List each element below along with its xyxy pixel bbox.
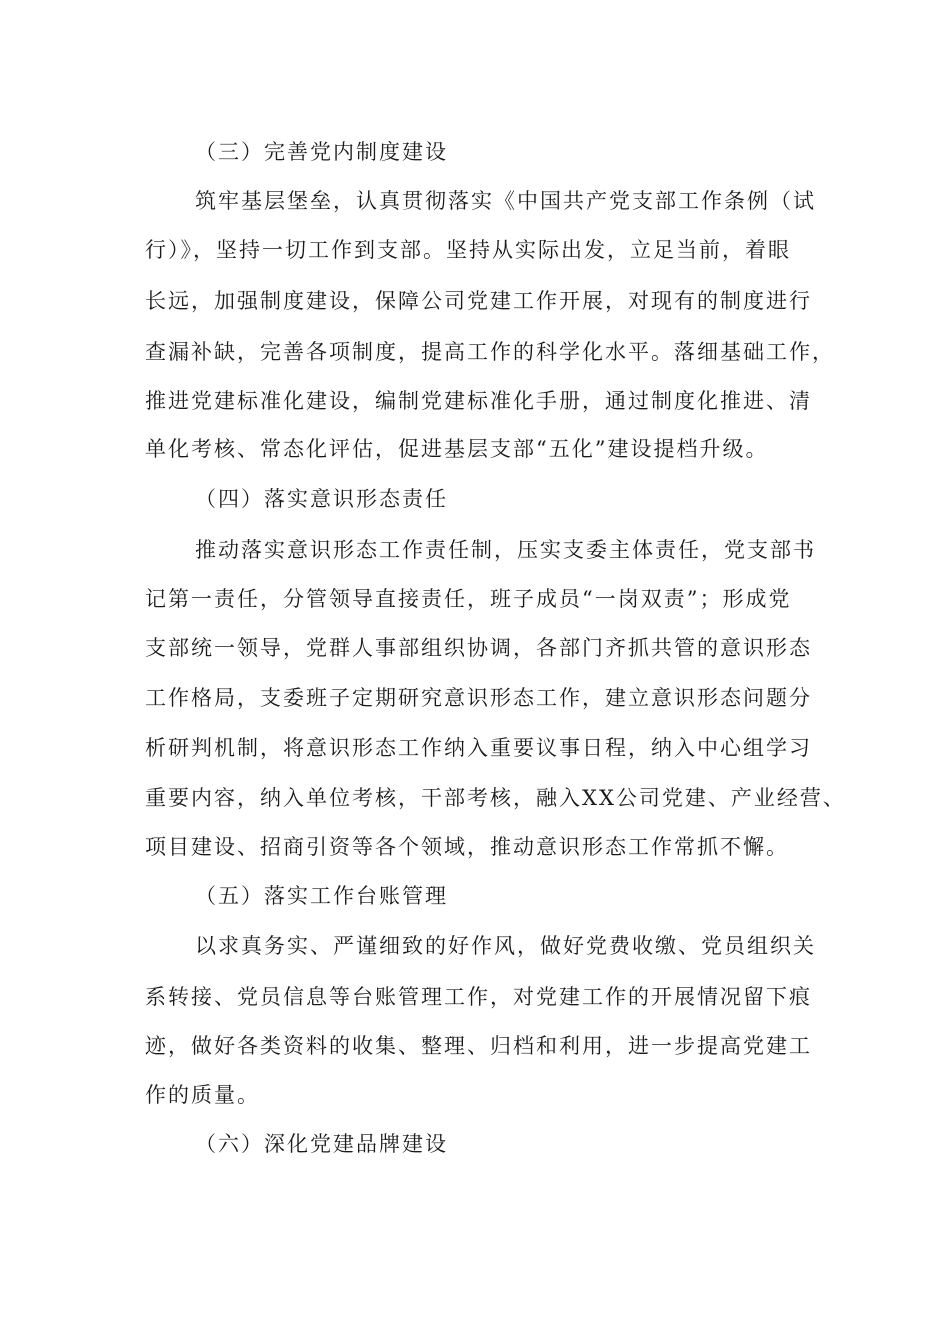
paragraph-line: 单化考核、常态化评估，促进基层支部“五化”建设提档升级。 [145, 437, 769, 461]
section-heading: （三）完善党内制度建设 [195, 140, 448, 164]
paragraph-line: 系转接、党员信息等台账管理工作，对党建工作的开展情况留下痕 [145, 985, 812, 1009]
paragraph-line: 工作格局，支委班子定期研究意识形态工作，建立意识形态问题分 [145, 686, 812, 710]
paragraph-line: 查漏补缺，完善各项制度，提高工作的科学化水平。落细基础工作， [145, 340, 835, 364]
paragraph-line: 推动落实意识形态工作责任制，压实支委主体责任，党支部书 [195, 538, 816, 562]
paragraph-line: 析研判机制，将意识形态工作纳入重要议事日程，纳入中心组学习 [145, 736, 812, 760]
paragraph-line: 推进党建标准化建设，编制党建标准化手册，通过制度化推进、清 [145, 389, 812, 413]
paragraph-line: 迹，做好各类资料的收集、整理、归档和利用，进一步提高党建工 [145, 1034, 812, 1058]
paragraph-line: 记第一责任，分管领导直接责任，班子成员“一岗双责”；形成党 [145, 587, 792, 611]
section-heading: （五）落实工作台账管理 [195, 884, 448, 908]
paragraph-line: 行）》，坚持一切工作到支部。坚持从实际出发，立足当前，着眼 [145, 238, 791, 262]
paragraph-line: 筑牢基层堡垒，认真贯彻落实《中国共产党支部工作条例（试 [195, 189, 816, 213]
paragraph-line: 重要内容，纳入单位考核，干部考核，融入XX公司党建、产业经营、 [145, 786, 846, 810]
paragraph-line: 项目建设、招商引资等各个领域，推动意识形态工作常抓不懈。 [145, 835, 789, 859]
section-heading: （四）落实意识形态责任 [195, 487, 448, 511]
paragraph-line: 支部统一领导，党群人事部组织协调，各部门齐抓共管的意识形态 [145, 636, 812, 660]
paragraph-line: 以求真务实、严谨细致的好作风，做好党费收缴、党员组织关 [195, 934, 816, 958]
paragraph-line: 作的质量。 [145, 1083, 260, 1107]
paragraph-line: 长远，加强制度建设，保障公司党建工作开展，对现有的制度进行 [145, 289, 812, 313]
section-heading: （六）深化党建品牌建设 [195, 1132, 448, 1156]
